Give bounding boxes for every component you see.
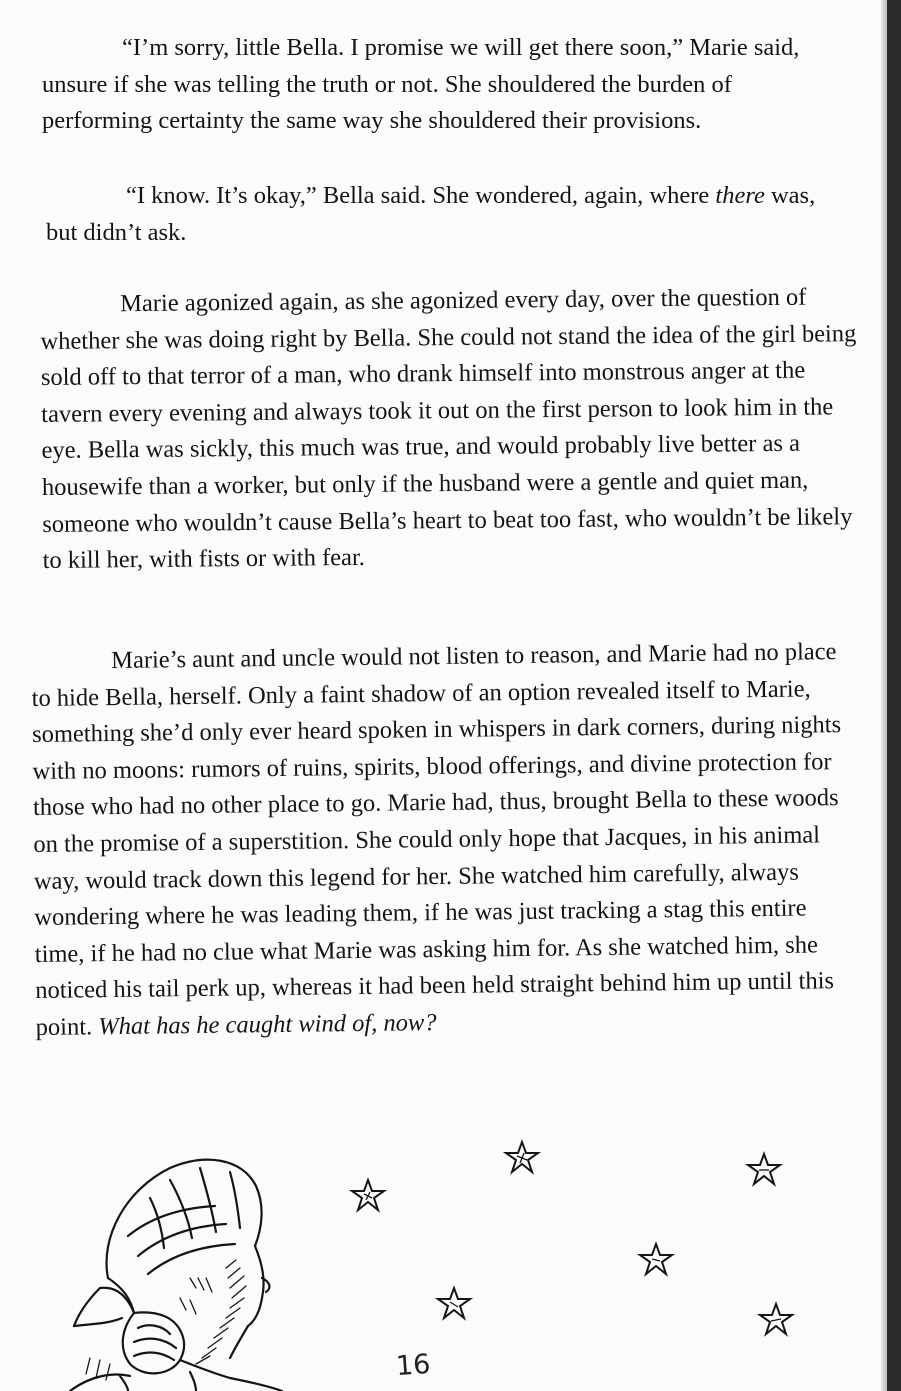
paragraph-1 <box>42 30 842 140</box>
paragraph-4 <box>31 634 862 1047</box>
paragraph-2-italic: there <box>715 182 765 209</box>
paragraph-1-text: “I’m sorry, little Bella. I promise we will get there soon,” Marie said, unsure if she was telling the truth or not. She shouldered the burden of performing certainty the same way she shouldered their provisions. <box>42 34 800 135</box>
paragraph-2-text-before: “I know. It’s okay,” Bella said. She wondered, again, where <box>126 182 716 209</box>
star-icon <box>636 1240 676 1280</box>
paragraph-3-text: Marie agonized again, as she agonized every day, over the question of whether she was doing right by Bella. She could not stand the idea of the girl being sold off to that terror of a man, who drank himself into monstrous anger at the tavern every evening and always took it out on the first person to look him in the eye. Bella was sickly, this much was true, and would probably live better as a housewife than a worker, but only if the husband were a gentle and quiet man, someone who wouldn’t cause Bella’s heart to beat too fast, who wouldn’t be likely to kill her, with fists or with fear. <box>40 283 857 575</box>
star-icon <box>744 1150 784 1190</box>
star-icon <box>502 1138 542 1178</box>
paragraph-2-text-after: was, but didn’t ask. <box>46 182 816 246</box>
page-edge <box>887 0 901 1391</box>
page-number: 16 <box>394 1348 432 1383</box>
star-icon <box>434 1284 474 1324</box>
star-icon <box>756 1300 796 1340</box>
paragraph-4-italic: What has he caught wind of, now? <box>98 1009 437 1041</box>
paragraph-3 <box>40 279 861 580</box>
paragraph-2 <box>46 178 846 251</box>
star-icon <box>348 1176 388 1216</box>
hooded-figure-drawing <box>30 1128 290 1391</box>
paragraph-4-text: Marie’s aunt and uncle would not listen to reason, and Marie had no place to hide Bella, herself. Only a faint shadow of an option revealed itself to Marie, something she’d only ever heard spoken in whispers in dark corners, during nights with no moons: rumors of ruins, spirits, blood offerings, and divine protection for those who had no other place to go. Marie had, thus, brought Bella to these woods on the promise of a superstition. She could only hope that Jacques, in his animal way, would track down this legend for her. She watched him carefully, always wondering where he was leading them, if he was just tracking a stag this entire time, if he had no clue what Marie was asking him for. As she watched him, she noticed his tail perk up, whereas it had been held straight behind him up until this point. <box>31 638 842 1041</box>
